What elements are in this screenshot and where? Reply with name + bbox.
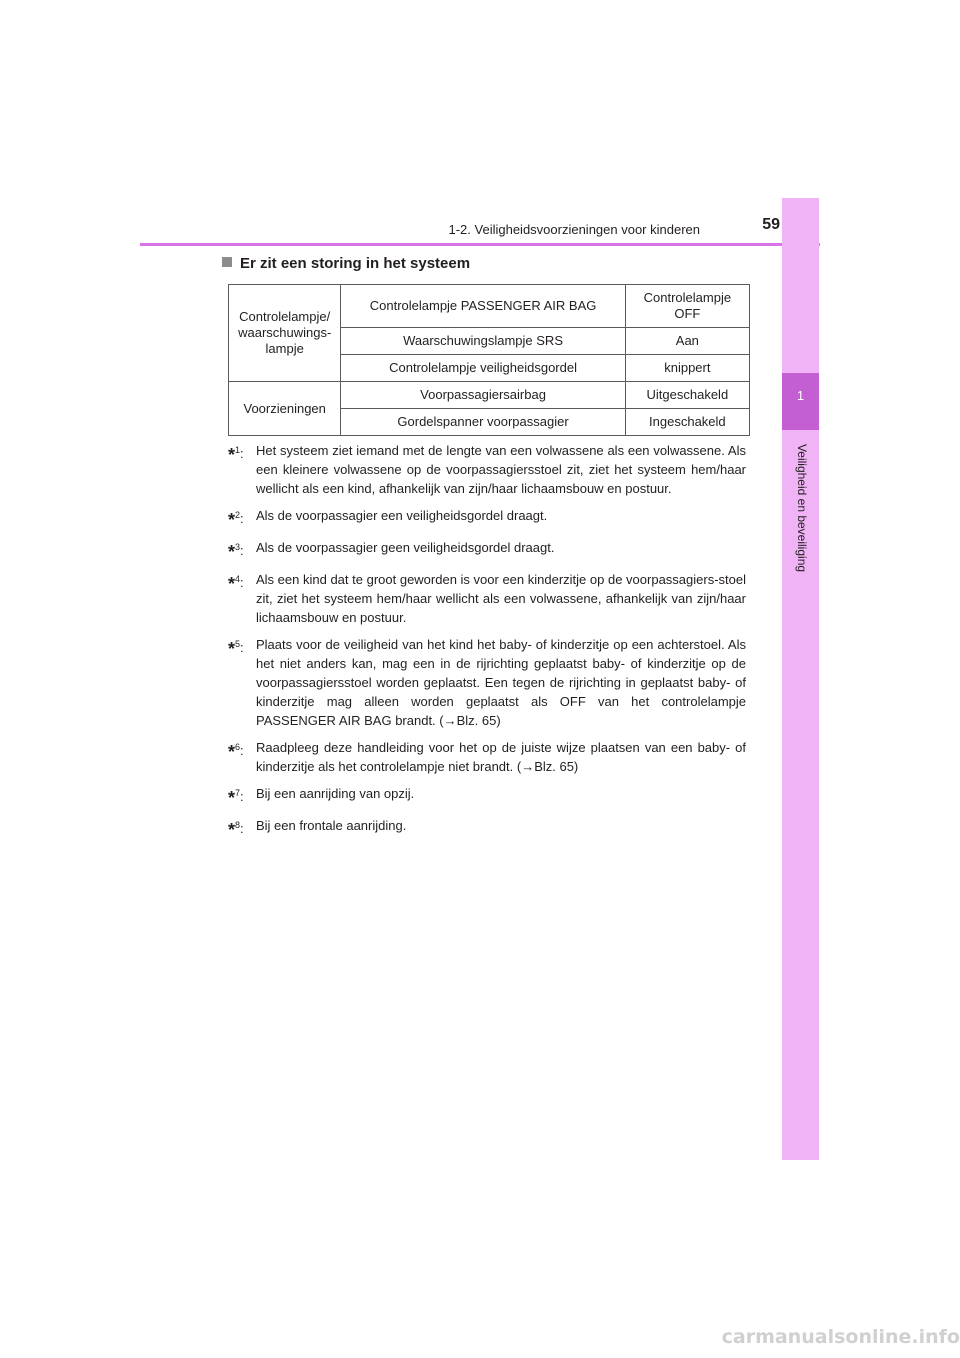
table-row: [229, 382, 750, 409]
footnote-marker: *$^1$:: [228, 445, 244, 465]
table-item-cell: Controlelampje veiligheidsgordel: [341, 355, 625, 382]
footnote-text: Bij een aanrijding van opzij.: [256, 786, 415, 801]
chapter-label: Veiligheid en beveiliging: [795, 443, 809, 573]
table-group-label: Voorzieningen: [229, 382, 341, 436]
footnote-text: Als een kind dat te groot geworden is voor een kinderzitje op de voorpassagiers-stoel zit, ziet het systeem hem/haar wellicht als een volwassene, afhankelijk van zijn/haar lichaamsbouw en postuur.: [256, 572, 746, 625]
footnote-marker: *$^5$:: [228, 639, 244, 659]
table-row: [229, 285, 750, 328]
footnote: [228, 816, 746, 840]
footnote-text: Bij een frontale aanrijding.: [256, 818, 407, 833]
footnote: [228, 570, 746, 627]
footnote-text: Als de voorpassagier een veiligheidsgordel draagt.: [256, 508, 548, 523]
table-value-cell: knippert: [625, 355, 749, 382]
table-value-cell: Controlelampje OFF: [625, 285, 749, 328]
footnote: [228, 538, 746, 562]
footnote-text: Als de voorpassagier geen veiligheidsgordel draagt.: [256, 540, 555, 555]
footnote: [228, 441, 746, 498]
status-table: [228, 284, 750, 436]
table-item-cell: Controlelampje PASSENGER AIR BAG: [341, 285, 625, 328]
table-group-label: Controlelampje/ waarschuwings-lampje: [229, 285, 341, 382]
footnote: [228, 635, 746, 730]
footnote-marker: *$^3$:: [228, 542, 244, 562]
section-title: 1-2. Veiligheidsvoorzieningen voor kinderen: [448, 222, 700, 237]
footnote: [228, 506, 746, 530]
table-item-cell: Voorpassagiersairbag: [341, 382, 625, 409]
page-number: 59: [762, 216, 780, 233]
header-rule: [140, 243, 820, 246]
footnote: [228, 784, 746, 808]
footnote-marker: *$^8$:: [228, 820, 244, 840]
square-bullet-icon: [222, 257, 232, 267]
section-heading-text: Er zit een storing in het systeem: [240, 255, 471, 272]
watermark: carmanualsonline.info: [721, 1326, 960, 1348]
footnote-marker: *$^6$:: [228, 742, 244, 762]
table-value-cell: Uitgeschakeld: [625, 382, 749, 409]
footnote-text: Plaats voor de veiligheid van het kind het baby- of kinderzitje op een achterstoel. Als het niet anders kan, mag een in de rijrichting geplaatst baby- of kinderzitje op de voorpassagiersstoel worden geplaatst. Een tegen de rijrichting in geplaatst baby- of kinderzitje mag alleen worden geplaatst als OFF van het controlelampje PASSENGER AIR BAG brandt. (→Blz. 65): [256, 637, 746, 728]
footnote-text: Het systeem ziet iemand met de lengte van een volwassene als een volwassene. Als een kleinere volwassene op de voorpassagiersstoel zit, ziet het systeem hem/haar wellicht als een kind, afhankelijk van zijn/haar lichaamsbouw en postuur.: [256, 443, 746, 496]
table-item-cell: Gordelspanner voorpassagier: [341, 409, 625, 436]
footnote-marker: *$^7$:: [228, 788, 244, 808]
footnote-marker: *$^2$:: [228, 510, 244, 530]
table-value-cell: Ingeschakeld: [625, 409, 749, 436]
chapter-side-tab: [782, 198, 819, 1160]
section-heading: [222, 255, 470, 272]
table-value-cell: Aan: [625, 328, 749, 355]
footnote: [228, 738, 746, 776]
chapter-number: 1: [796, 388, 805, 403]
footnote-marker: *$^4$:: [228, 574, 244, 594]
table-item-cell: Waarschuwingslampje SRS: [341, 328, 625, 355]
footnote-text: Raadpleeg deze handleiding voor het op de juiste wijze plaatsen van een baby- of kinderzitje als het controlelampje niet brandt. (→Blz. 65): [256, 740, 746, 774]
footnotes: [228, 441, 746, 848]
